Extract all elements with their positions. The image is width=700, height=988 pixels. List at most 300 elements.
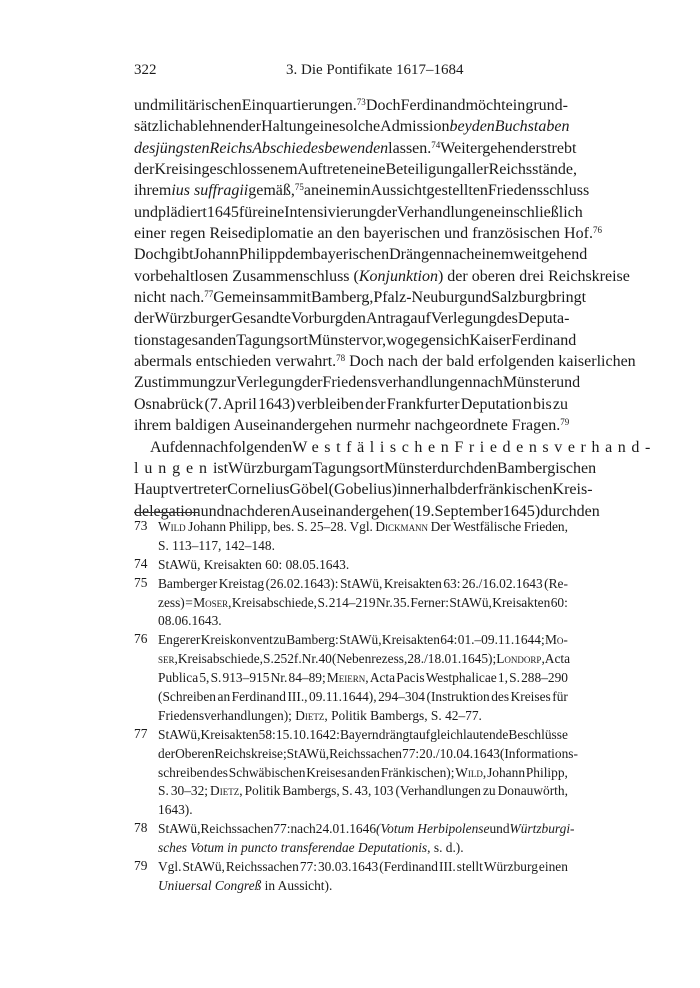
text-fragment: Tagungsort: [312, 459, 384, 477]
text-fragment: gibt: [168, 246, 194, 264]
text-fragment: Nr.: [301, 651, 319, 667]
text-fragment: Osnabrück: [134, 395, 204, 413]
text-fragment: Auseinandergehen: [290, 502, 410, 520]
text-fragment: Reichs: [209, 139, 253, 157]
text-fragment: Würzburg: [228, 459, 293, 477]
text-fragment: eine: [312, 118, 340, 136]
text-fragment: April: [222, 395, 257, 413]
text-fragment: 63:: [443, 575, 461, 591]
text-fragment: abermals entschieden verwahrt.: [134, 353, 337, 371]
text-fragment: Nr.: [270, 670, 288, 686]
text-fragment: geschlossenem: [201, 161, 298, 179]
text-fragment: Reichskreise;: [214, 745, 287, 761]
text-fragment: Reichssachen: [329, 745, 403, 761]
text-fragment: 58:: [258, 726, 276, 742]
text-fragment: bringt: [547, 289, 587, 307]
text-fragment: Zustimmung: [134, 374, 216, 392]
text-fragment: Verlegung: [430, 310, 497, 328]
text-fragment: Politik Bambergs, S. 42–77.: [331, 707, 482, 723]
text-fragment: 08.06.1643.: [158, 613, 222, 629]
footnote-ref: 77: [204, 289, 214, 300]
text-fragment: des: [134, 139, 156, 157]
text-fragment: Wild: [158, 519, 186, 534]
text-fragment: Vgl.: [349, 519, 373, 534]
text-fragment: Westfälische: [453, 519, 522, 534]
text-fragment: Ferner:: [410, 594, 449, 610]
text-fragment: Auf: [150, 438, 175, 456]
text-fragment: aller: [460, 161, 489, 179]
text-fragment: 01.–09.11.1644;: [457, 632, 545, 648]
text-fragment: Pacis: [396, 670, 425, 686]
footnote-ref: 73: [356, 97, 366, 107]
text-fragment: zu: [273, 632, 286, 648]
text-fragment: III.,: [287, 689, 308, 705]
text-fragment: zur: [215, 374, 237, 392]
text-line: [134, 351, 636, 372]
text-fragment: Hauptvertreter: [134, 481, 228, 499]
text-fragment: stellt: [456, 859, 483, 875]
text-fragment: und: [134, 203, 158, 221]
text-fragment: (19.: [409, 502, 435, 520]
text-fragment: Philipp,: [525, 764, 568, 780]
text-fragment: den: [473, 459, 497, 477]
text-fragment: 28./18.01.1645);: [407, 651, 497, 667]
text-fragment: StAWü,: [158, 821, 201, 837]
text-fragment: Der: [430, 519, 451, 534]
running-head: 3. Die Pontifikate 1617–1684: [286, 62, 464, 78]
text-fragment: (Instruktion: [426, 689, 490, 705]
text-fragment: S.: [317, 594, 329, 610]
footnote-78: [134, 820, 575, 858]
text-fragment: Kreisakten: [492, 594, 551, 610]
footnote-separator: [134, 512, 198, 513]
text-fragment: Westphalicae: [425, 670, 497, 686]
text-fragment: Acta: [369, 670, 396, 686]
text-fragment: der: [376, 203, 398, 221]
text-fragment: drängt: [378, 726, 413, 742]
text-fragment: erstrebt: [528, 139, 577, 157]
text-fragment: Tagungsort: [236, 331, 308, 349]
text-fragment: wogegen: [386, 331, 444, 349]
text-fragment: Bambergischen: [496, 459, 597, 477]
text-fragment: 252: [273, 651, 294, 667]
text-fragment: ser: [158, 651, 175, 667]
text-fragment: für: [238, 203, 258, 221]
footnote-ref: 76: [592, 225, 602, 236]
text-fragment: innerhalb: [397, 481, 458, 499]
main-text: [134, 95, 656, 522]
text-fragment: 25–28.: [310, 519, 347, 534]
text-fragment: Ferdinand: [511, 331, 577, 349]
text-fragment: S.: [296, 519, 308, 534]
text-fragment: des: [491, 689, 510, 705]
text-fragment: deren: [254, 502, 291, 520]
text-fragment: 64:: [440, 632, 458, 648]
text-fragment: (Gobelius): [328, 481, 398, 499]
text-fragment: Nr.: [375, 594, 393, 610]
text-fragment: 1,: [497, 670, 508, 686]
text-line: [134, 437, 656, 458]
text-fragment: gleichlautende: [430, 726, 509, 742]
text-fragment: Reichssachen: [200, 821, 274, 837]
text-fragment: Abschiedes: [252, 139, 325, 157]
text-fragment: vorbehaltlosen Zusammenschluss (: [134, 267, 359, 285]
text-fragment: bewenden: [324, 139, 389, 157]
footnote-79: [134, 858, 568, 896]
text-fragment: Salzburg: [491, 289, 548, 307]
text-fragment: in: [512, 97, 526, 114]
text-fragment: einer regen Reisediplomatie an den bayerischen und französischen Hof.: [134, 225, 593, 243]
text-fragment: solche: [339, 118, 381, 136]
text-fragment: Intensivierung: [284, 203, 377, 221]
text-fragment: Johann: [487, 764, 526, 780]
text-fragment: Kreisakten: [200, 726, 259, 742]
text-fragment: den: [174, 438, 198, 456]
text-fragment: (7.: [204, 395, 222, 413]
text-fragment: zu: [482, 783, 496, 799]
text-fragment: mit: [289, 289, 311, 307]
footnote-number: 78: [134, 820, 148, 836]
page-number: 322: [134, 62, 157, 78]
text-fragment: Kaiser: [469, 331, 512, 349]
text-fragment: weitgehend: [513, 246, 588, 264]
text-fragment: Fränkischen);: [380, 764, 455, 780]
text-fragment: in: [358, 182, 371, 200]
text-fragment: Bamberger: [158, 575, 218, 591]
text-fragment: den: [360, 764, 380, 780]
text-line: [134, 415, 568, 436]
text-fragment: der: [457, 481, 478, 499]
text-line: [134, 479, 593, 500]
text-fragment: Gemeinsam: [213, 289, 290, 307]
text-fragment: 1643): [257, 395, 296, 413]
text-fragment: des: [210, 764, 228, 780]
text-fragment: 214–219: [328, 594, 376, 610]
text-fragment: an: [217, 689, 231, 705]
footnote-ref: 78: [336, 353, 346, 364]
text-fragment: zu: [552, 395, 568, 413]
text-fragment: Beteiligung: [385, 161, 461, 179]
footnote-ref: 74: [431, 139, 441, 150]
text-fragment: Verhandlungen: [397, 203, 494, 221]
text-fragment: schreiben: [158, 764, 210, 780]
text-fragment: Philipp,: [228, 519, 271, 534]
text-fragment: Konjunktion: [358, 267, 438, 285]
text-fragment: Publica: [158, 670, 199, 686]
text-line: [134, 223, 602, 244]
footnotes: [134, 518, 578, 896]
text-fragment: am: [292, 459, 313, 477]
text-fragment: Kreiskonvent: [200, 632, 273, 648]
text-line: [134, 372, 581, 393]
text-fragment: 84–89;: [288, 670, 326, 686]
text-fragment: und: [134, 97, 158, 114]
text-fragment: Londorp: [496, 651, 542, 667]
text-fragment: Deputa-: [517, 310, 570, 328]
text-fragment: 40: [318, 651, 332, 667]
text-fragment: und: [200, 502, 225, 520]
text-fragment: Buchstaben: [494, 118, 570, 136]
footnote-number: 73: [134, 518, 148, 533]
text-fragment: Kreisabschiede,: [177, 651, 264, 667]
text-fragment: bayerischen: [312, 246, 390, 264]
text-fragment: Doch: [134, 246, 169, 264]
text-fragment: 26./16.02.1643: [461, 575, 543, 591]
text-fragment: der: [365, 395, 386, 413]
text-fragment: Bamberg,: [310, 289, 374, 307]
footnote-ref: 75: [294, 182, 304, 193]
text-fragment: Friedensverhandlungen);: [158, 707, 292, 723]
text-fragment: vor,: [361, 331, 386, 349]
text-fragment: der: [301, 374, 323, 392]
text-fragment: an: [303, 182, 319, 200]
text-fragment: Münster: [307, 331, 362, 349]
text-line: [134, 330, 577, 351]
text-fragment: den: [213, 331, 237, 349]
footnote-ref: 79: [560, 417, 570, 428]
text-fragment: StAWü, Kreisakten 60: 08.05.1643.: [158, 556, 350, 572]
text-fragment: Ferdinand: [231, 689, 286, 705]
text-fragment: Doch: [365, 97, 401, 114]
text-fragment: dem: [285, 246, 313, 264]
text-fragment: Dietz: [295, 707, 325, 723]
footnote-number: 77: [134, 725, 148, 741]
text-fragment: Antrag: [365, 310, 411, 328]
text-fragment: durch: [540, 502, 577, 520]
text-fragment: 60:: [550, 594, 568, 610]
text-fragment: nach: [224, 502, 255, 520]
text-line: [134, 394, 568, 415]
text-line: [134, 180, 590, 201]
text-fragment: 09.11.1644),: [309, 689, 377, 705]
text-fragment: Frankfurter: [386, 395, 460, 413]
text-fragment: III.: [439, 859, 456, 875]
text-line: [134, 458, 597, 479]
spaced-term: lungen: [134, 459, 213, 477]
text-fragment: nach: [444, 246, 475, 264]
text-fragment: S.: [158, 783, 169, 799]
text-fragment: für: [552, 689, 568, 705]
text-fragment: (Verhandlungen: [395, 783, 481, 799]
text-fragment: einem: [319, 182, 359, 200]
text-fragment: und: [556, 374, 581, 392]
text-line: [134, 159, 577, 180]
text-fragment: Cornelius: [227, 481, 290, 499]
text-fragment: StAWü,: [339, 575, 383, 591]
text-line: [134, 202, 583, 223]
footnote-77: 77 StAWü, Kreisakten 58: 15.10.1642: Bayern drängt auf gleichlautende Beschlüsse der Oberen Reichskreise; StAWü, Reichssachen 77: 20./10.04.1643 (Informations- schreiben des Schwäbischen Kreises an den Fränkischen); Wild, Johann Philipp, S. 30–32; Dietz, Politik Bambergs, S. 43, 103 (Verhandlungen zu Donauwörth, 1643).: [134, 726, 568, 820]
text-fragment: 5,: [199, 670, 210, 686]
text-fragment: 15.10.1642:: [275, 726, 340, 742]
text-fragment: Kreises: [510, 689, 551, 705]
text-fragment: fränkischen: [477, 481, 553, 499]
text-fragment: nachfolgenden: [198, 438, 293, 456]
text-fragment: Dietz: [210, 783, 240, 799]
text-fragment: bis: [533, 395, 552, 413]
text-fragment: Friedensverhandlungen: [322, 374, 473, 392]
text-fragment: nach: [472, 374, 503, 392]
text-fragment: Würtzburgi-: [509, 821, 575, 837]
text-fragment: der: [158, 745, 176, 761]
text-fragment: Uniuersal Congreß: [158, 877, 262, 893]
text-fragment: Kreis: [154, 161, 190, 179]
text-fragment: 20./10.04.1643: [419, 745, 500, 761]
text-line: [134, 244, 588, 265]
text-line: [134, 308, 568, 329]
text-fragment: in: [189, 161, 202, 179]
text-fragment: 77:: [299, 859, 317, 875]
text-fragment: September: [434, 502, 503, 520]
text-fragment: Frieden,: [523, 519, 568, 534]
text-fragment: den: [471, 118, 495, 136]
text-fragment: bes.: [273, 519, 295, 534]
text-fragment: 103: [373, 783, 394, 799]
text-fragment: 1645: [206, 203, 239, 221]
text-fragment: Beschlüsse: [508, 726, 568, 742]
text-fragment: Pfalz-Neuburg: [373, 289, 468, 307]
text-fragment: Oberen: [175, 745, 215, 761]
text-fragment: und: [489, 821, 510, 837]
text-fragment: zess): [158, 594, 185, 610]
text-fragment: in Aussicht).: [261, 877, 333, 893]
footnote-75: 75 Bamberger Kreistag (26.02.1643): StAWü, Kreisakten 63: 26./16.02.1643 (Re- zess) = Moser, Kreisabschiede, S. 214–219 Nr. 35. Ferner: StAWü, Kreisakten 60: 08.06.1643.: [134, 575, 568, 632]
text-fragment: jüngsten: [155, 139, 210, 157]
text-fragment: der: [134, 310, 155, 328]
text-fragment: (Votum Herbipolense: [376, 821, 490, 837]
text-fragment: ist: [212, 459, 229, 477]
text-line: [134, 138, 577, 159]
text-fragment: Vgl.: [158, 859, 182, 875]
text-fragment: Münster: [383, 459, 438, 477]
text-fragment: Mo-: [545, 632, 568, 648]
text-fragment: (Re-: [544, 575, 568, 591]
text-fragment: 1645): [502, 502, 541, 520]
text-fragment: Auftreten: [297, 161, 359, 179]
text-fragment: tionstages: [134, 331, 198, 349]
text-fragment: Bamberg:: [286, 632, 339, 648]
text-fragment: 913–915: [222, 670, 270, 686]
text-fragment: 1643).: [158, 802, 193, 818]
text-fragment: Gesandte: [231, 310, 291, 328]
text-fragment: Politik: [244, 783, 281, 799]
text-fragment: (Informations-: [499, 745, 578, 761]
text-fragment: Weitergehend: [440, 139, 529, 157]
text-fragment: 30–32;: [170, 783, 209, 799]
text-fragment: ) der oberen drei Reichskreise: [437, 267, 630, 285]
text-fragment: einschließlich: [493, 203, 583, 221]
text-fragment: Drängen: [389, 246, 445, 264]
page-header: [134, 62, 568, 84]
text-fragment: Ferdinand: [400, 97, 466, 114]
text-fragment: militärischen: [158, 97, 242, 114]
text-fragment: Kreis-: [552, 481, 593, 499]
text-fragment: S.: [341, 783, 353, 799]
text-fragment: Moser: [193, 594, 229, 610]
text-fragment: möchte: [465, 97, 513, 114]
text-fragment: verbleiben: [296, 395, 364, 413]
text-fragment: StAWü,: [182, 859, 225, 875]
text-fragment: S. 113–117, 142–148.: [158, 537, 275, 553]
text-fragment: =: [185, 594, 193, 610]
text-fragment: eine: [257, 203, 285, 221]
text-fragment: Acta: [544, 651, 571, 667]
text-fragment: Kreisakten: [381, 632, 440, 648]
text-fragment: Einquartierungen.: [241, 97, 357, 114]
text-fragment: Engerer: [158, 632, 201, 648]
text-fragment: f.: [293, 651, 302, 667]
text-fragment: S.: [509, 670, 520, 686]
text-fragment: sätzlich: [134, 118, 183, 136]
text-fragment: sches Votum in puncto transferendae Deputationis: [158, 840, 428, 856]
text-fragment: , s. d.).: [427, 840, 464, 856]
text-fragment: Meiern: [326, 670, 366, 686]
text-fragment: bey: [449, 118, 472, 136]
text-fragment: Göbel: [289, 481, 329, 499]
text-fragment: nach: [290, 821, 316, 837]
footnote-74: [134, 556, 568, 575]
text-fragment: Wild: [455, 764, 483, 780]
text-fragment: den: [342, 310, 366, 328]
footnote-number: 74: [134, 555, 148, 571]
text-fragment: Kreistag: [218, 575, 265, 591]
text-fragment: StAWü,: [339, 632, 382, 648]
text-fragment: Kreisabschiede,: [231, 594, 318, 610]
text-fragment: sich: [443, 331, 470, 349]
text-fragment: auf: [410, 310, 431, 328]
text-fragment: 43,: [354, 783, 372, 799]
text-fragment: delegation: [134, 502, 201, 520]
text-fragment: S.: [210, 670, 222, 686]
text-fragment: an: [198, 331, 214, 349]
text-fragment: 35.: [393, 594, 410, 610]
footnote-number: 79: [134, 858, 148, 874]
footnote-number: 76: [134, 631, 148, 647]
footnote-number: 75: [134, 574, 148, 590]
text-fragment: auf: [413, 726, 431, 742]
text-fragment: grund-: [525, 97, 568, 114]
text-fragment: Admission: [380, 118, 450, 136]
text-fragment: der: [134, 161, 155, 179]
text-fragment: (Schreiben: [158, 689, 217, 705]
text-fragment: einen: [538, 859, 568, 875]
text-fragment: Johann: [188, 519, 227, 534]
text-fragment: ablehnender: [182, 118, 262, 136]
text-fragment: plädiert: [158, 203, 207, 221]
text-fragment: Kreises: [306, 764, 347, 780]
text-fragment: Deputation: [460, 395, 532, 413]
text-fragment: (Nebenrezess,: [331, 651, 408, 667]
text-fragment: Bambergs,: [282, 783, 340, 799]
text-fragment: StAWü,: [158, 726, 201, 742]
spaced-term: Friedensverhand-: [454, 438, 656, 456]
text-fragment: 288–290: [521, 670, 568, 686]
text-fragment: Donauwörth,: [497, 783, 568, 799]
text-fragment: Bayern: [339, 726, 379, 742]
text-line: [134, 95, 568, 116]
text-fragment: durch: [437, 459, 474, 477]
text-fragment: nicht nach.: [134, 289, 205, 307]
footnote-73: [134, 518, 568, 556]
text-fragment: (Ferdinand: [379, 859, 439, 875]
text-fragment: eine: [358, 161, 386, 179]
spaced-term: Westfälischen: [292, 438, 455, 456]
text-fragment: ius suffragii: [171, 182, 249, 200]
text-fragment: Münster: [502, 374, 557, 392]
text-fragment: Dickmann: [375, 519, 429, 534]
text-line: [134, 287, 587, 308]
text-fragment: einem: [474, 246, 514, 264]
footnote-76: 76 Engerer Kreiskonvent zu Bamberg: StAWü, Kreisakten 64: 01.–09.11.1644; Mo- ser, Kreisabschiede, S. 252 f. Nr. 40 (Nebenrezess, 28./18.01.1645); Londorp, Acta Publica 5, S. 913–915 Nr. 84–89; Meiern, Acta Pacis Westphalicae 1, S. 288–290 (Schreiben an Ferdinand III., 09.11.1644), 294–304 (Instruktion des Kreises für Friedensverhandlungen); Dietz, Politik Bambergs, S. 42–77.: [134, 631, 571, 723]
